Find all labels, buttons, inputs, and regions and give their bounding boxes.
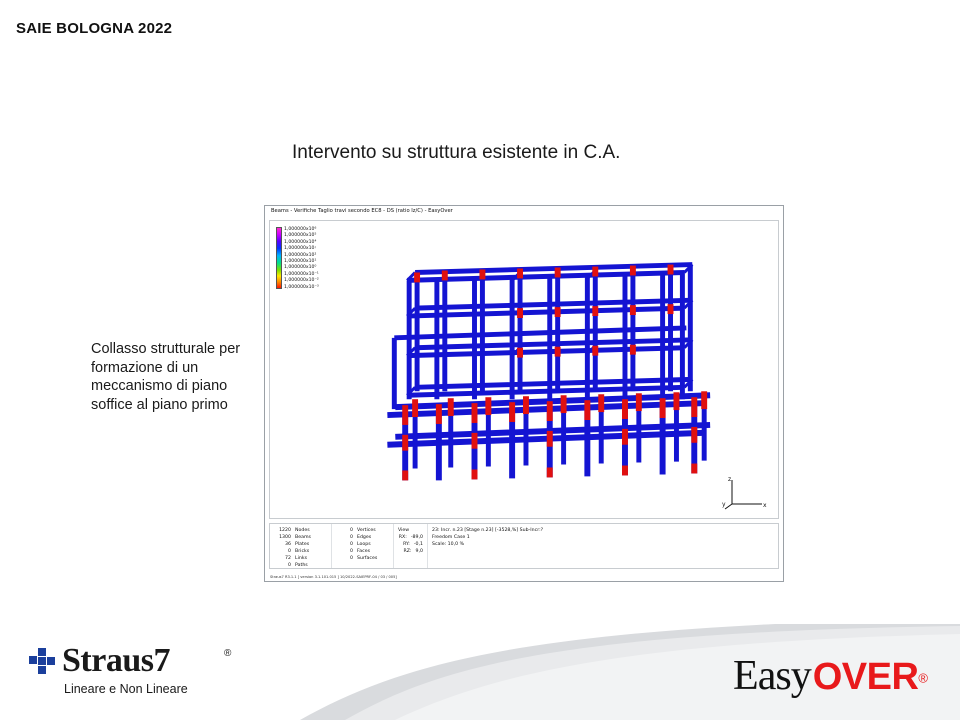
legend-label: 1,000000x10²: [284, 252, 317, 258]
status-row: [398, 548, 423, 555]
entity-label: Loops: [357, 542, 371, 547]
app-footnote: Straus7 R3.1.1 [ version 3.1.101.015 ] 10/2022-SAIEPRF-04 / 03 / 005]: [270, 575, 397, 579]
easyover-over-wordmark: OVER: [812, 656, 919, 698]
status-entities-geometry: [332, 524, 394, 568]
view-value: -89,0: [410, 535, 423, 540]
view-title: View: [398, 528, 410, 533]
entity-count: 0: [350, 535, 353, 540]
axis-triad-icon: [722, 476, 768, 510]
slide-header: SAIE BOLOGNA 2022: [16, 20, 173, 37]
straus7-result-window: [264, 205, 784, 582]
legend-label: 1,000000x10⁰: [284, 265, 317, 271]
result-freedom-case: Freedom Case 1: [432, 535, 470, 540]
legend-label: 1,000000x10⁵: [284, 233, 317, 239]
legend-label: 1,000000x10⁻²: [284, 278, 319, 284]
entity-count: 1220: [279, 528, 291, 533]
status-row: [398, 534, 423, 541]
legend-label: 1,000000x10¹: [284, 259, 317, 265]
legend-label: 1,000000x10⁳: [284, 246, 317, 252]
entity-label: Bricks: [295, 549, 310, 554]
entity-count: 1300: [279, 535, 291, 540]
status-view-block: [394, 524, 428, 568]
status-row: [336, 527, 389, 534]
status-panel: [269, 523, 779, 569]
legend-label: 1,000000x10⁻¹: [284, 271, 319, 277]
entity-count: 72: [285, 556, 291, 561]
entity-label: Beams: [295, 535, 311, 540]
structural-frame-model: [270, 221, 778, 518]
view-value: 9,0: [415, 549, 423, 554]
svg-text:x: x: [763, 502, 767, 509]
view-key: RY:: [403, 542, 410, 547]
legend-label: 1,000000x10⁶: [284, 227, 317, 232]
left-caption-text: Collasso strutturale per formazione di un meccanismo di piano soffice al piano primo: [91, 341, 241, 413]
straus7-logo: [28, 642, 238, 704]
entity-count: 0: [350, 528, 353, 533]
entity-count: 0: [350, 556, 353, 561]
status-row: [274, 562, 327, 569]
status-row: [336, 534, 389, 541]
entity-count: 0: [350, 542, 353, 547]
easyover-registered-mark: ®: [918, 670, 928, 686]
view-value: -0,1: [413, 542, 423, 547]
status-row: [398, 541, 423, 548]
straus7-tagline: Lineare e Non Lineare: [64, 682, 188, 696]
entity-label: Faces: [357, 549, 371, 554]
status-result-block: [428, 524, 778, 568]
result-scale: Scale: 10,0 %: [432, 542, 465, 547]
straus7-registered-mark: ®: [224, 648, 232, 659]
entity-count: 36: [285, 542, 291, 547]
result-increment: 23: Incr. n.23 [Stage n.23] [-3528,%] Sub-Incr:?: [432, 528, 544, 533]
view-key: RZ:: [403, 549, 412, 554]
entity-label: Plates: [295, 542, 310, 547]
straus7-squares-icon: [28, 648, 56, 678]
status-row: [274, 548, 327, 555]
status-row: [336, 541, 389, 548]
legend-label: 1,000000x10⁴: [284, 239, 317, 245]
svg-text:y: y: [722, 501, 726, 508]
entity-count: 0: [350, 549, 353, 554]
status-row: [274, 527, 327, 534]
easyover-logo: [733, 652, 928, 698]
straus7-wordmark: Straus7: [62, 642, 170, 679]
page-title: Intervento su struttura esistente in C.A.: [292, 142, 621, 163]
entity-label: Surfaces: [357, 556, 378, 561]
entity-label: Edges: [357, 535, 372, 540]
svg-text:z: z: [728, 476, 732, 483]
view-key: RX:: [398, 535, 407, 540]
easyover-easy-wordmark: Easy: [733, 653, 811, 699]
status-row: [336, 555, 389, 562]
status-row: [274, 541, 327, 548]
entity-label: Vertices: [357, 528, 376, 533]
entity-label: Paths: [295, 563, 308, 568]
entity-count: 0: [288, 563, 291, 568]
status-entities-mesh: [270, 524, 332, 568]
status-row: [274, 555, 327, 562]
status-row: [274, 534, 327, 541]
status-row: [336, 548, 389, 555]
entity-count: 0: [288, 549, 291, 554]
legend-label: 1,000000x10⁻³: [284, 284, 319, 290]
entity-label: Nodes: [295, 528, 310, 533]
model-viewport[interactable]: [269, 220, 779, 519]
window-titlebar: Beams - Verifiche Taglio travi secondo EC8 - DS (ratio Iz/C) - EasyOver: [271, 208, 453, 214]
entity-label: Links: [295, 556, 308, 561]
